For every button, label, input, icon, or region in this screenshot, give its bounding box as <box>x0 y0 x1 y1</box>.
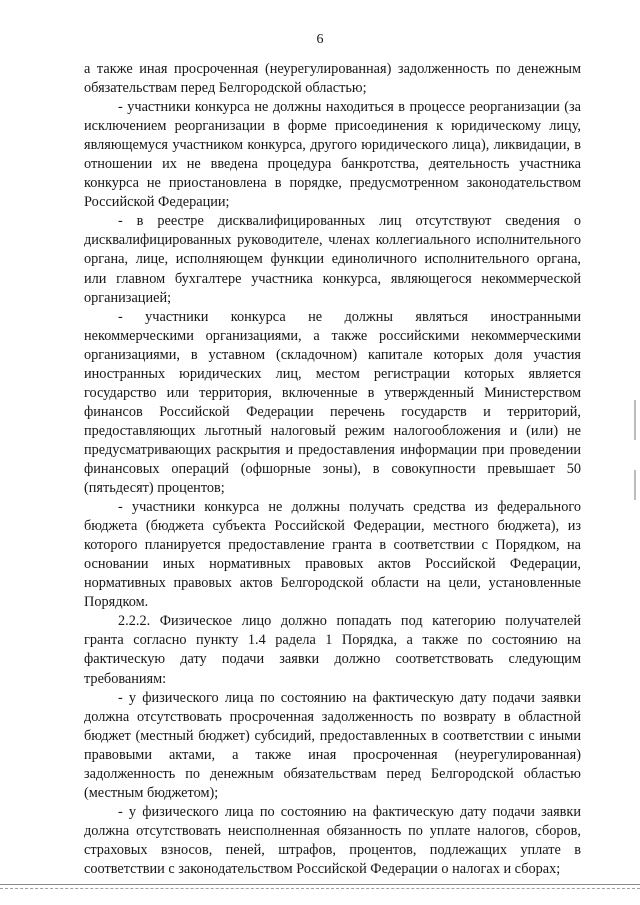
scan-footer-line <box>0 884 640 886</box>
scan-footer-line <box>0 888 640 890</box>
paragraph-reorganization: - участники конкурса не должны находиться в процессе реорганизации (за исключением реорганизации в форме присоединения к юридическому лицу, являющемуся участником конкурса, другого юридического лица), ликвидации, в отношении их не введена процедура банкротства, деятельность участника конкурса не приостановлена в порядке, предусмотренном законодательством Российской Федерации; <box>84 99 581 211</box>
document-body <box>84 60 581 879</box>
paragraph-overdue-debt: - у физического лица по состоянию на фактическую дату подачи заявки должна отсутствовать просроченная задолженность по возврату в областной бюджет (местный бюджет) субсидий, предоставленных в соответствии с иными правовыми актами, а также иная просроченная (неурегулированная) задолженность по денежным обязательствам перед Белгородской областью (местным бюджетом); <box>84 689 581 801</box>
paragraph-continuation: а также иная просроченная (неурегулированная) задолженность по денежным обязательствам перед Белгородской областью; <box>84 61 581 97</box>
paragraph-disqualified-persons: - в реестре дисквалифицированных лиц отсутствуют сведения о дисквалифицированных руководителе, членах коллегиального исполнительного органа, лице, исполняющем функции единоличного исполнительного органа, или главном бухгалтере участника конкурса, являющегося некоммерческой организацией; <box>84 213 581 306</box>
scan-edge-mark <box>634 400 636 440</box>
paragraph-federal-budget: - участники конкурса не должны получать средства из федерального бюджета (бюджета субъекта Российской Федерации, местного бюджета), из которого планируется предоставление гранта в соответствии с Порядком, на основании иных нормативных правовых актов Российской Федерации, нормативных правовых актов Белгородской области на цели, установленные Порядком. <box>84 499 581 611</box>
scan-edge-mark <box>634 470 636 500</box>
paragraph-tax-obligations: - у физического лица по состоянию на фактическую дату подачи заявки должна отсутствовать неисполненная обязанность по уплате налогов, сборов, страховых взносов, пеней, штрафов, процентов, подлежащих уплате в соответствии с законодательством Российской Федерации о налогах и сборах; <box>84 803 581 877</box>
paragraph-foreign-organizations: - участники конкурса не должны являться иностранными некоммерческими организациями, а также российскими некоммерческими организациями, в уставном (складочном) капитале которых доля участия иностранных юридических лиц, местом регистрации которых является государство или территория, включенные в утвержденный Министерством финансов Российской Федерации перечень государств и территорий, предоставляющих льготный налоговый режим налогообложения и (или) не предусматривающих раскрытия и предоставления информации при проведении финансовых операций (офшорные зоны), в совокупности превышает 50 (пятьдесят) процентов; <box>84 308 581 497</box>
paragraph-section-2-2-2: 2.2.2. Физическое лицо должно попадать под категорию получателей гранта согласно пункту 1.4 радела 1 Порядка, а также по состоянию на фактическую дату подачи заявки должно соответствовать следующим требованиям: <box>84 613 581 687</box>
page-number: 6 <box>316 32 324 47</box>
